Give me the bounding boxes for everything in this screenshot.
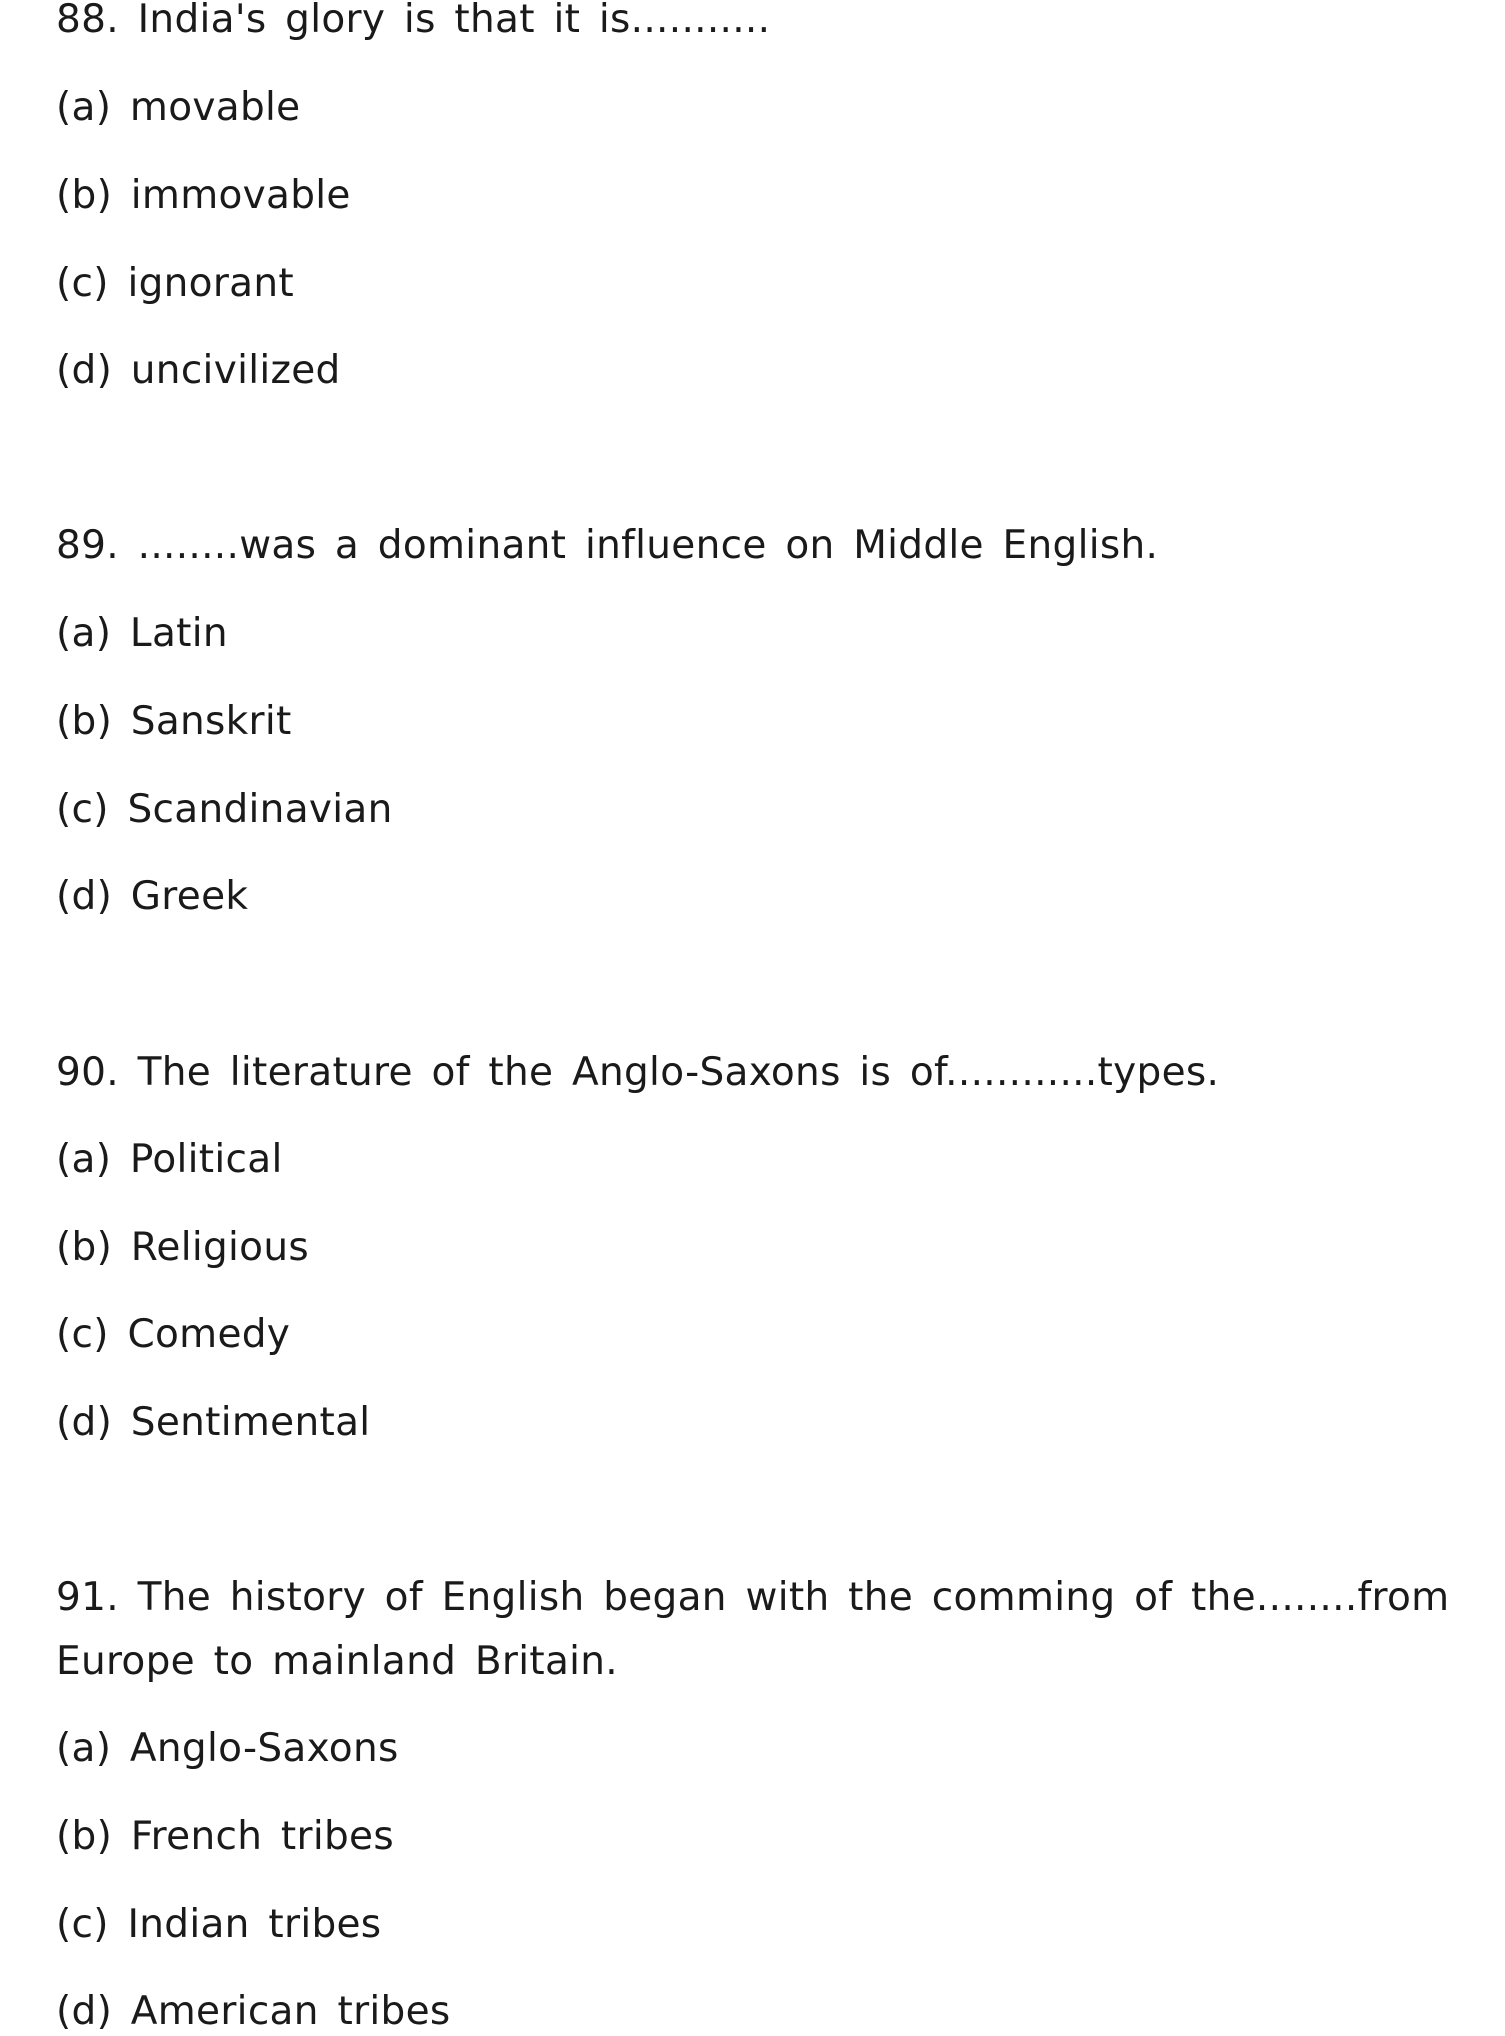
option-90-d: (d) Sentimental [56, 1400, 371, 1445]
option-91-b: (b) French tribes [56, 1814, 394, 1859]
question-90: 90. The literature of the Anglo-Saxons is of............types. [56, 1050, 1220, 1095]
option-91-d: (d) American tribes [56, 1989, 451, 2034]
option-91-a: (a) Anglo-Saxons [56, 1726, 399, 1771]
option-88-a: (a) movable [56, 85, 301, 130]
option-91-c: (c) Indian tribes [56, 1902, 382, 1947]
option-90-c: (c) Comedy [56, 1312, 291, 1357]
option-90-a: (a) Political [56, 1137, 283, 1182]
option-88-b: (b) immovable [56, 173, 351, 218]
option-88-d: (d) uncivilized [56, 348, 341, 393]
question-91-continuation: Europe to mainland Britain. [56, 1639, 619, 1684]
option-89-c: (c) Scandinavian [56, 787, 393, 832]
question-89: 89. ........was a dominant influence on Middle English. [56, 523, 1159, 568]
option-90-b: (b) Religious [56, 1225, 309, 1270]
option-89-d: (d) Greek [56, 874, 249, 919]
option-88-c: (c) ignorant [56, 261, 294, 306]
option-89-b: (b) Sanskrit [56, 699, 292, 744]
question-88: 88. India's glory is that it is........... [56, 0, 771, 42]
option-89-a: (a) Latin [56, 611, 228, 656]
question-91: 91. The history of English began with the comming of the........from [56, 1575, 1450, 1620]
